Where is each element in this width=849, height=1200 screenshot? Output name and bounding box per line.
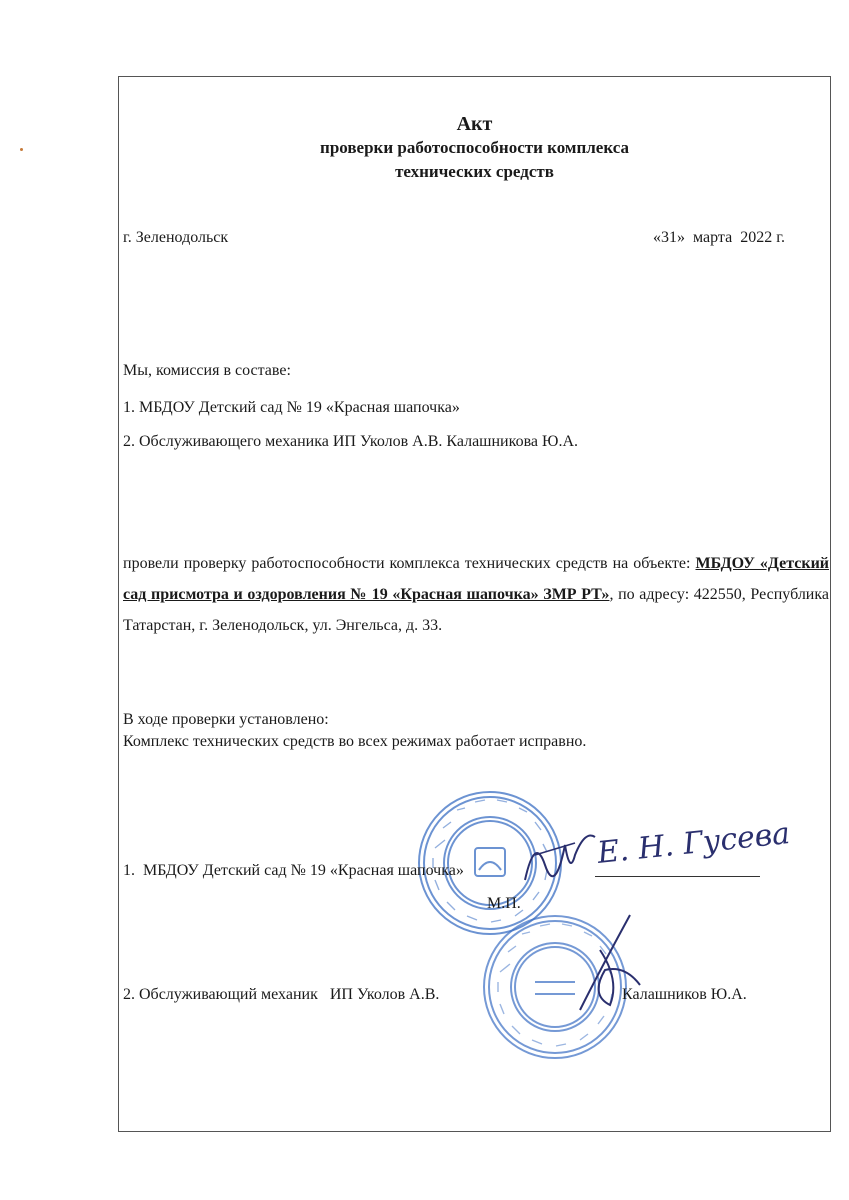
document-title <box>118 112 831 184</box>
findings-result: Комплекс технических средств во всех режимах работает исправно. <box>123 733 587 750</box>
place: г. Зеленодольск <box>123 229 229 246</box>
member-2: 2. Обслуживающего механика ИП Уколов А.В. Калашникова Ю.А. <box>123 433 579 450</box>
signature-1-label: 1. МБДОУ Детский сад № 19 «Красная шапочка» <box>123 862 464 879</box>
date: «31» марта 2022 г. <box>653 229 785 246</box>
signature-2-name: Калашников Ю.А. <box>622 986 747 1003</box>
title-line-2: проверки работоспособности комплекса <box>320 138 629 157</box>
member-1: 1. МБДОУ Детский сад № 19 «Красная шапочка» <box>123 399 460 416</box>
handwritten-signature-name: Е. Н. Гусева <box>595 815 792 872</box>
signature-scribble-1 <box>515 825 605 895</box>
findings-intro: В ходе проверки установлено: <box>123 711 329 728</box>
check-text-before: провели проверку работоспособности комплекса технических средств на объекте: <box>123 555 696 572</box>
signature-line <box>595 876 760 877</box>
scan-speck <box>20 148 23 151</box>
check-object: МБДОУ «Детский сад присмотра и оздоровления № 19 «Красная шапочка» ЗМР РТ» <box>123 555 830 603</box>
stamp-place-label: М.П. <box>487 895 521 912</box>
check-paragraph <box>123 548 829 641</box>
check-text-after: , по адресу: 422550, Республика Татарстан, г. Зеленодольск, ул. Энгельса, д. 33. <box>123 586 829 634</box>
title-line-3: технических средств <box>395 162 554 181</box>
signature-2-label: 2. Обслуживающий механик ИП Уколов А.В. <box>123 986 440 1003</box>
commission-intro: Мы, комиссия в составе: <box>123 362 291 379</box>
title-line-1: Акт <box>456 113 493 135</box>
